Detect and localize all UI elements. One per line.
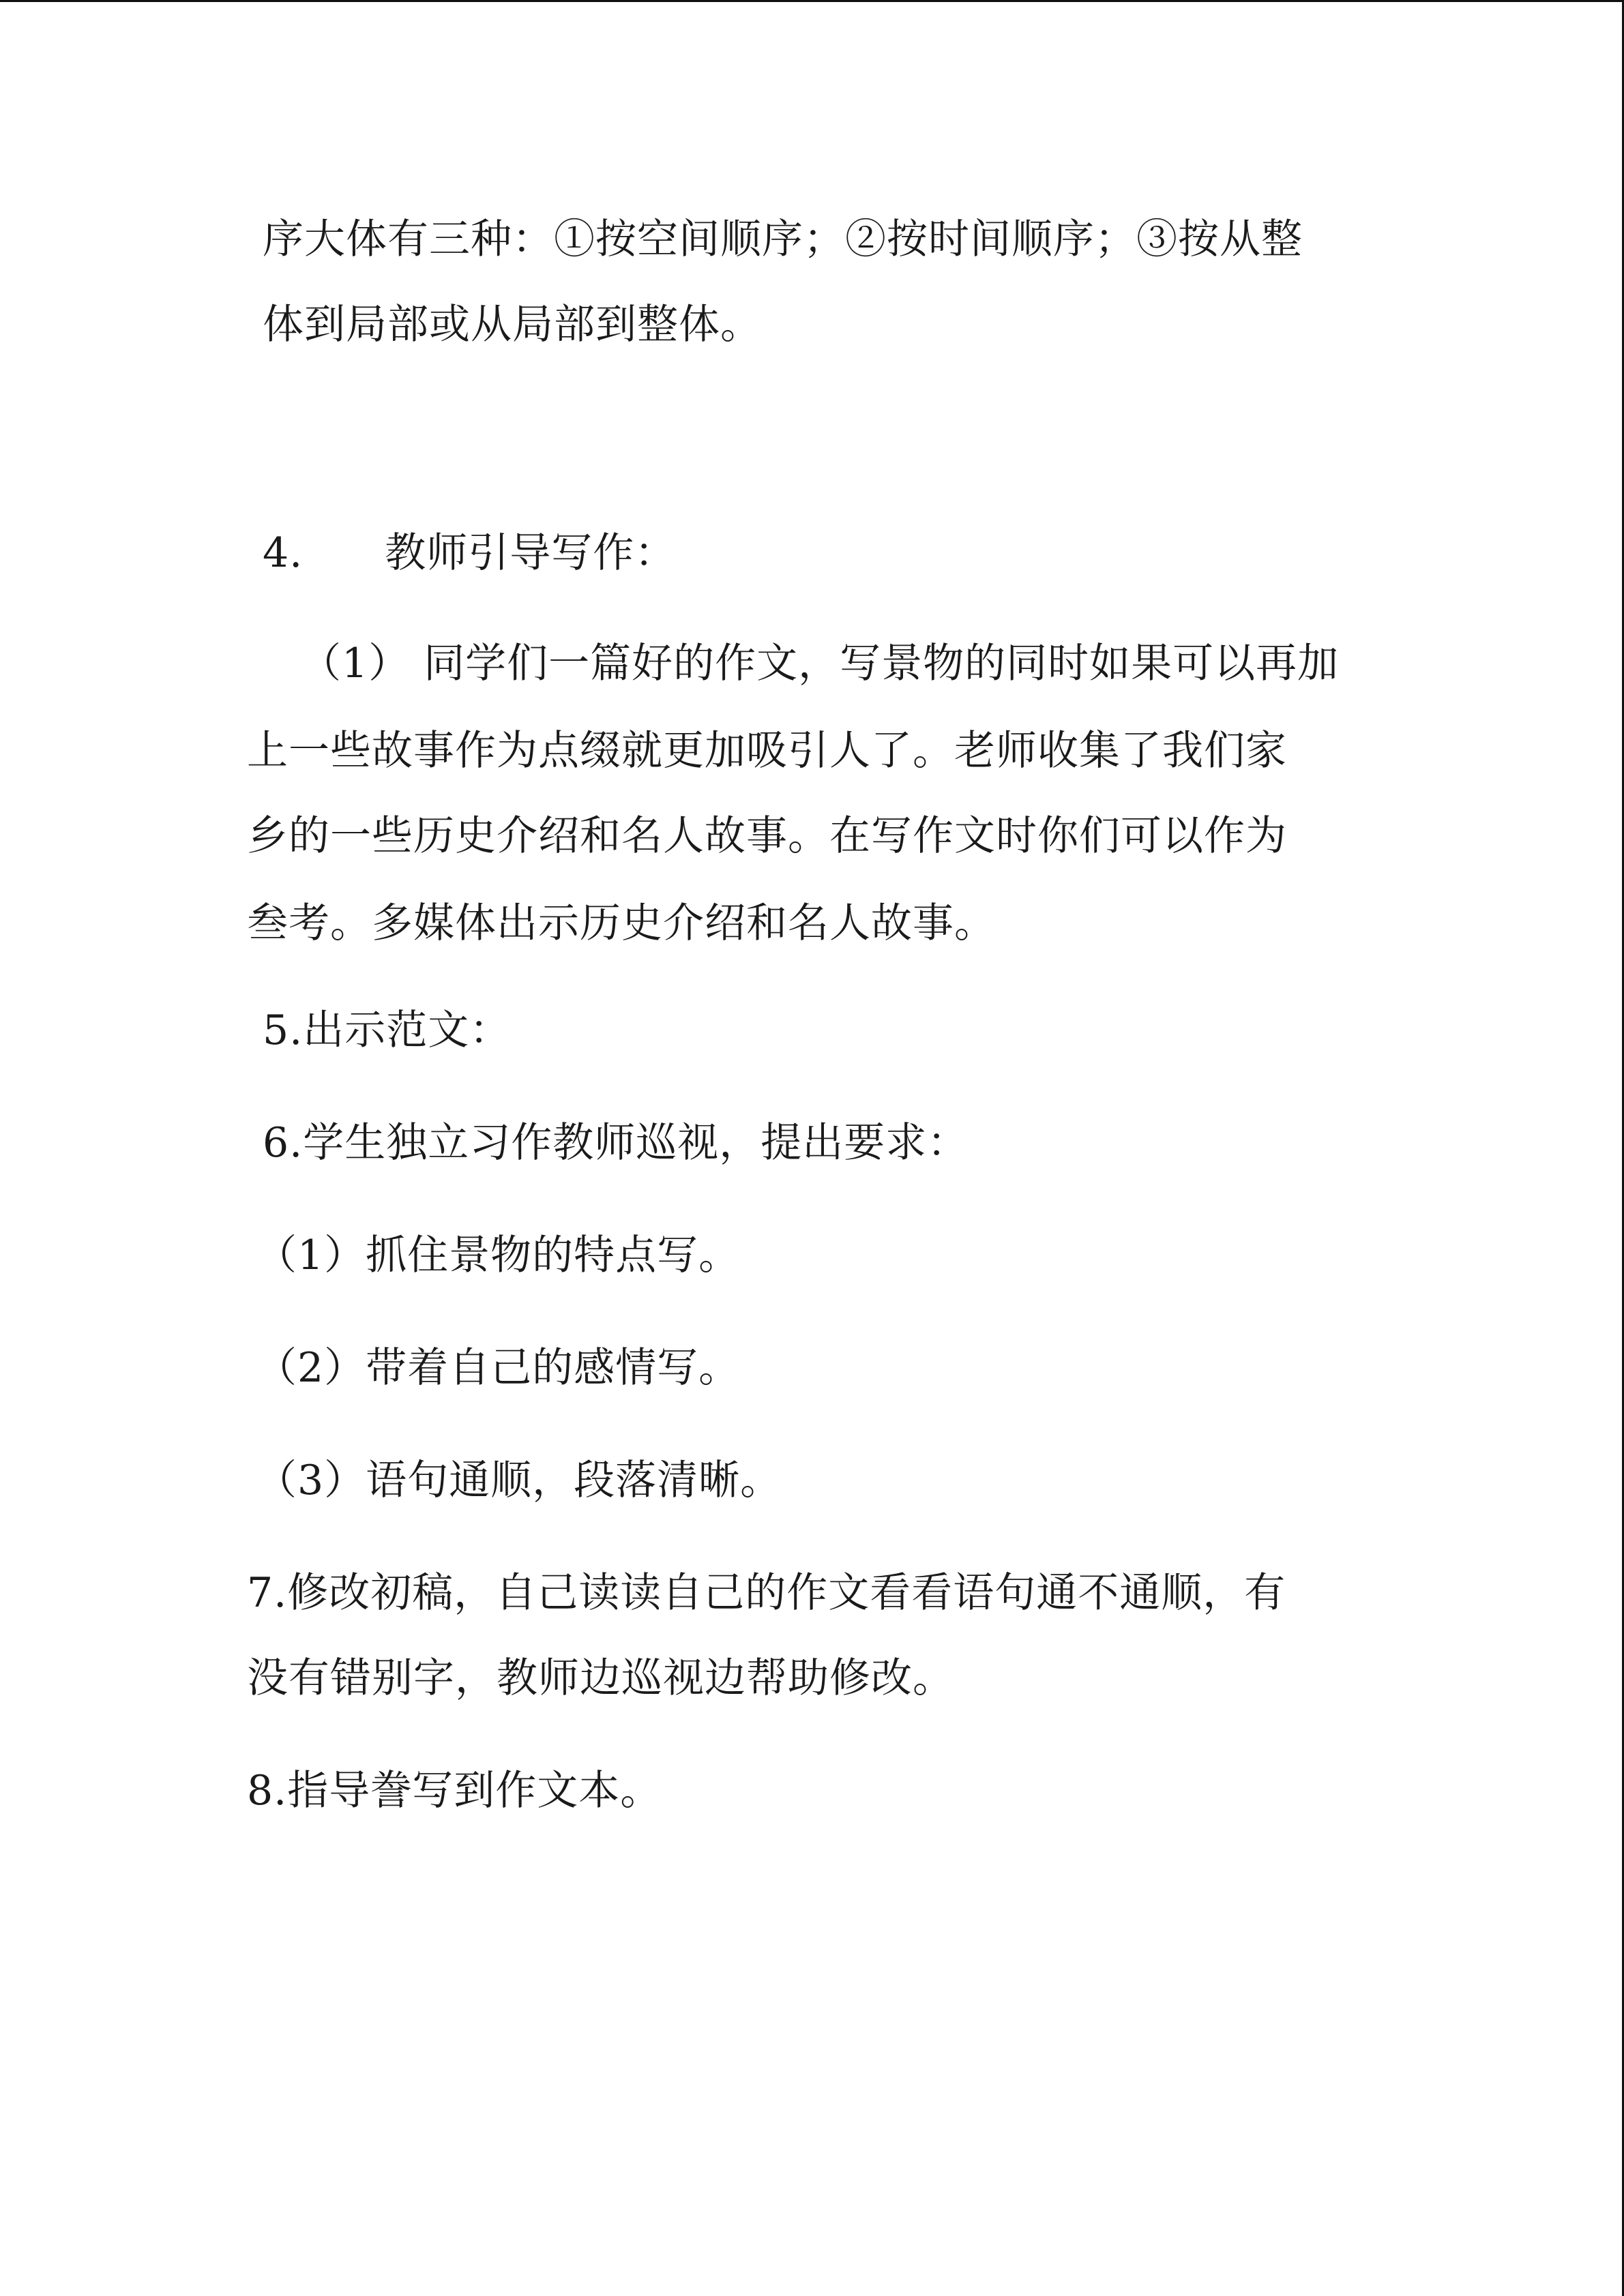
text-line-6: 乡的一些历史介绍和名人故事。在写作文时你们可以作为 [247, 812, 1287, 860]
list-item-7: 7.修改初稿，自己读读自己的作文看看语句通不通顺，有 [247, 1569, 1286, 1617]
text-line-5: 上一些故事作为点缀就更加吸引人了。老师收集了我们家 [247, 727, 1287, 775]
sub-item-1 [300, 639, 1339, 688]
requirement-3: （3）语句通顺，段落清晰。 [256, 1457, 782, 1504]
list-item-7-cont: 没有错别字，教师边巡视边帮助修改。 [247, 1654, 954, 1702]
sub-item-1-text: 同学们一篇好的作文，写景物的同时如果可以再加 [424, 640, 1340, 687]
list-item-4-text: 教师引导写作： [385, 529, 677, 577]
list-number-4: 4. [263, 529, 304, 577]
text-line-1: 序大体有三种：①按空间顺序；②按时间顺序；③按从整 [263, 215, 1303, 263]
requirement-1: （1）抓住景物的特点写。 [256, 1232, 741, 1279]
text-line-7: 叁考。多媒体出示历史介绍和名人故事。 [247, 899, 996, 947]
requirement-2: （2）带着自己的感情写。 [256, 1344, 741, 1392]
list-item-4 [263, 528, 676, 578]
list-item-5: 5.出示范文： [263, 1007, 512, 1054]
list-item-6: 6.学生独立习作教师巡视，提出要求： [263, 1119, 969, 1167]
sub-item-1-number: （1） [300, 640, 411, 687]
page-border-top [0, 0, 1624, 2]
list-item-8: 8.指导誊写到作文本。 [247, 1767, 662, 1815]
text-line-2: 体到局部或从局部到整体。 [263, 301, 762, 348]
